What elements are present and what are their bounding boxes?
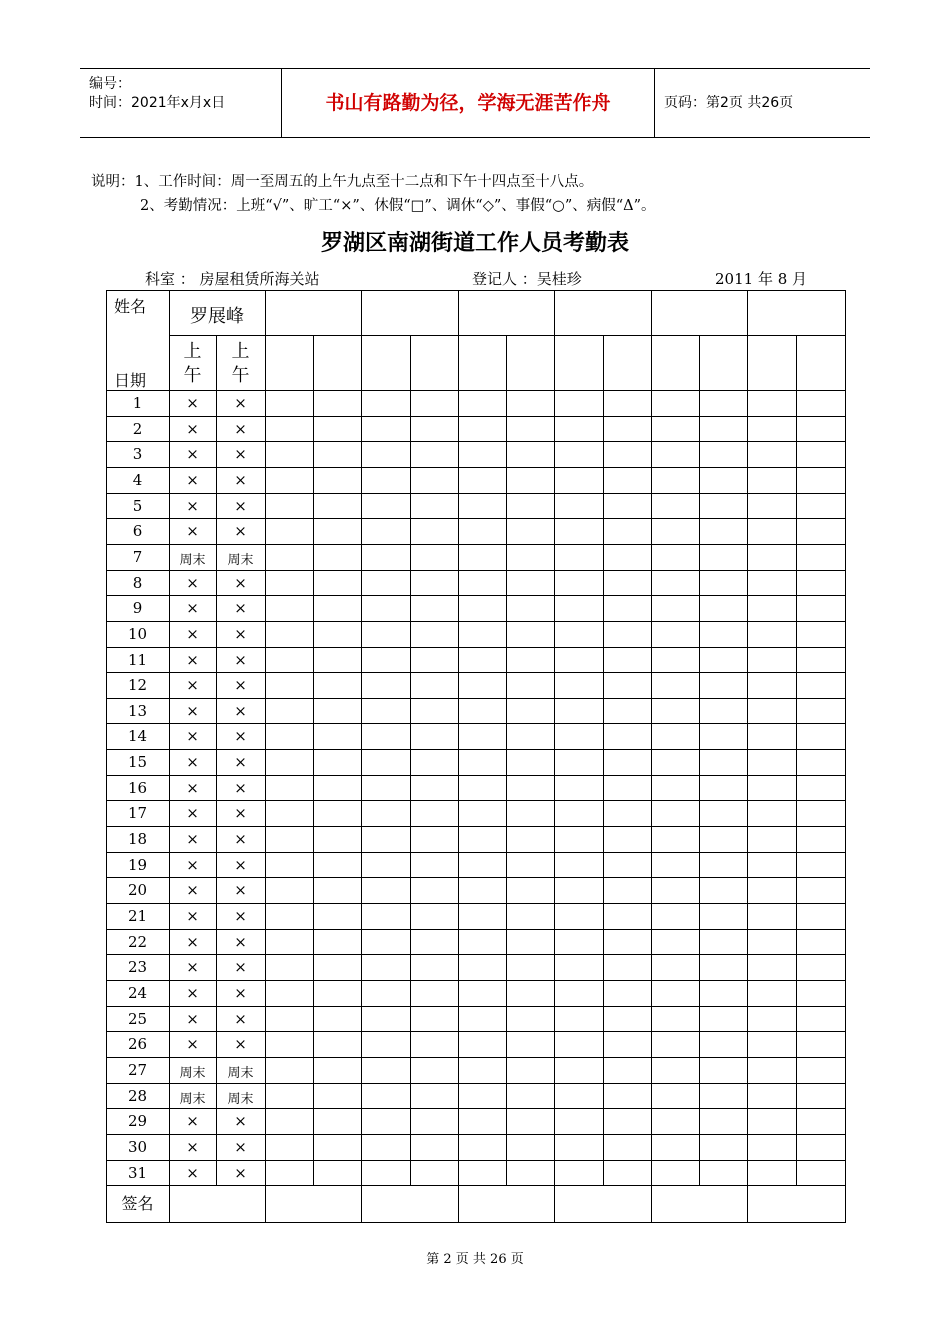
row-day: 14	[127, 727, 148, 746]
grid-line	[106, 929, 846, 930]
row-mark-b: ×	[234, 573, 247, 592]
row-mark-a: ×	[186, 958, 199, 977]
row-day: 18	[127, 830, 148, 849]
row-day: 10	[127, 624, 148, 643]
row-mark-a: 周末	[179, 1065, 206, 1081]
row-mark-b: ×	[234, 394, 247, 412]
row-day: 23	[127, 958, 148, 977]
note-line-2: 2、考勤情况：上班“√”、旷工“×”、休假“□”、调休“◇”、事假“○”、病假“Δ”。	[140, 198, 656, 214]
row-day: 21	[127, 907, 148, 925]
row-mark-a: ×	[186, 881, 199, 900]
row-mark-b: ×	[234, 419, 247, 438]
page-footer: 第 2 页 共 26 页	[426, 1252, 524, 1267]
row-mark-b: ×	[234, 907, 247, 925]
row-mark-a: ×	[186, 932, 199, 951]
row-day: 24	[127, 983, 148, 1002]
grid-line	[106, 1057, 846, 1058]
row-mark-a: ×	[186, 1112, 199, 1131]
page-title: 罗湖区南湖街道工作人员考勤表	[320, 231, 629, 256]
grid-line	[796, 335, 797, 1186]
row-day: 2	[132, 419, 143, 438]
grid-line	[106, 672, 846, 673]
row-mark-b: ×	[234, 958, 247, 977]
row-day: 29	[127, 1112, 148, 1131]
row-mark-b: ×	[234, 881, 247, 900]
row-day: 27	[127, 1060, 148, 1079]
grid-line	[106, 621, 846, 622]
row-mark-b: ×	[234, 804, 247, 823]
date-info: 2011 年 8 月	[715, 270, 808, 288]
grid-line	[106, 595, 846, 596]
row-mark-a: ×	[186, 522, 199, 541]
grid-line	[169, 335, 846, 336]
header-box	[80, 68, 870, 138]
grid-line	[106, 954, 846, 955]
row-day: 9	[132, 599, 143, 618]
time-label: 时间：2021年x月x日	[89, 95, 226, 111]
grid-line	[106, 416, 846, 417]
row-mark-a: ×	[186, 753, 199, 772]
row-mark-a: 周末	[179, 552, 206, 568]
row-mark-a: ×	[186, 983, 199, 1002]
grid-line	[106, 647, 846, 648]
row-mark-b: ×	[234, 778, 247, 797]
grid-line	[106, 1185, 846, 1186]
row-mark-b: ×	[234, 701, 247, 720]
row-mark-a: ×	[186, 599, 199, 618]
grid-line	[106, 903, 846, 904]
row-mark-a: ×	[186, 804, 199, 823]
row-mark-b: ×	[234, 599, 247, 618]
grid-line	[106, 441, 846, 442]
row-mark-a: ×	[186, 496, 199, 515]
row-mark-a: 周末	[179, 1091, 206, 1107]
row-day: 6	[132, 522, 143, 541]
header-meta	[80, 69, 282, 137]
row-mark-a: ×	[186, 778, 199, 797]
row-mark-b: ×	[234, 753, 247, 772]
morning-header-b: 上 午	[231, 341, 250, 386]
grid-line	[106, 800, 846, 801]
row-mark-b: ×	[234, 470, 247, 489]
row-day: 15	[127, 753, 148, 772]
row-mark-b: ×	[234, 830, 247, 849]
row-day: 4	[132, 470, 143, 489]
grid-line	[106, 1031, 846, 1032]
row-mark-a: ×	[186, 573, 199, 592]
date-header: 日期	[113, 371, 146, 390]
row-day: 12	[127, 676, 148, 695]
grid-line	[106, 570, 846, 571]
grid-line	[106, 1134, 846, 1135]
row-mark-a: ×	[186, 394, 199, 412]
grid-line	[106, 390, 846, 391]
row-day: 26	[127, 1035, 148, 1054]
dept-info: 科室 ： 房屋租赁所海关站	[145, 270, 320, 288]
grid-line	[106, 544, 846, 545]
row-mark-b: ×	[234, 650, 247, 669]
morning-header-a: 上 午	[183, 341, 202, 386]
row-day: 5	[132, 496, 143, 515]
grid-line	[106, 1006, 846, 1007]
name-header: 姓名	[113, 297, 146, 316]
grid-line	[603, 335, 604, 1186]
grid-line	[106, 1160, 846, 1161]
row-mark-a: ×	[186, 830, 199, 849]
row-day: 19	[127, 855, 148, 874]
grid-line	[106, 826, 846, 827]
row-mark-b: ×	[234, 932, 247, 951]
row-day: 17	[127, 804, 148, 823]
attendance-table	[106, 290, 845, 1222]
row-mark-a: ×	[186, 701, 199, 720]
grid-line	[106, 1083, 846, 1084]
row-day: 13	[127, 701, 148, 720]
grid-line	[106, 1222, 846, 1223]
row-mark-b: ×	[234, 983, 247, 1002]
row-mark-b: ×	[234, 1035, 247, 1054]
grid-line	[506, 335, 507, 1186]
row-day: 20	[127, 881, 148, 900]
row-mark-a: ×	[186, 727, 199, 746]
row-day: 28	[127, 1086, 148, 1105]
row-mark-b: ×	[234, 1112, 247, 1131]
row-day: 11	[127, 650, 148, 669]
grid-line	[313, 335, 314, 1186]
row-mark-a: ×	[186, 650, 199, 669]
row-mark-b: ×	[234, 1137, 247, 1156]
row-mark-b: ×	[234, 1009, 247, 1028]
row-mark-b: 周末	[227, 1065, 254, 1081]
grid-line	[410, 335, 411, 1186]
row-mark-b: ×	[234, 496, 247, 515]
person-name: 罗展峰	[190, 306, 244, 327]
row-mark-b: ×	[234, 727, 247, 746]
row-mark-b: 周末	[227, 1091, 254, 1107]
row-mark-b: ×	[234, 676, 247, 695]
grid-line	[106, 980, 846, 981]
row-mark-a: ×	[186, 419, 199, 438]
row-mark-a: ×	[186, 624, 199, 643]
page-info: 页码：第2页 共26页	[664, 95, 794, 111]
grid-line	[106, 698, 846, 699]
grid-line	[699, 335, 700, 1186]
grid-line	[106, 775, 846, 776]
grid-line	[106, 852, 846, 853]
grid-line	[106, 290, 846, 291]
grid-line	[106, 723, 846, 724]
row-mark-a: ×	[186, 907, 199, 925]
note-line-1: 说明：1、工作时间：周一至周五的上午九点至十二点和下午十四点至十八点。	[91, 174, 594, 190]
registrar-info: 登记人 ：吴桂珍	[472, 270, 582, 288]
row-mark-a: ×	[186, 470, 199, 489]
row-mark-b: ×	[234, 624, 247, 643]
row-mark-b: 周末	[227, 552, 254, 568]
grid-line	[106, 1108, 846, 1109]
row-mark-b: ×	[234, 522, 247, 541]
row-mark-a: ×	[186, 676, 199, 695]
row-mark-a: ×	[186, 1163, 199, 1182]
row-mark-b: ×	[234, 855, 247, 874]
grid-line	[106, 518, 846, 519]
row-mark-a: ×	[186, 1009, 199, 1028]
row-mark-b: ×	[234, 1163, 247, 1182]
grid-line	[106, 467, 846, 468]
row-mark-a: ×	[186, 445, 199, 464]
grid-line	[106, 493, 846, 494]
row-day: 22	[127, 932, 148, 951]
row-day: 3	[132, 445, 143, 464]
row-day: 8	[132, 573, 143, 592]
motto: 书山有路勤为径，学海无涯苦作舟	[282, 69, 655, 137]
row-mark-a: ×	[186, 1137, 199, 1156]
row-day: 1	[132, 394, 143, 412]
row-mark-a: ×	[186, 855, 199, 874]
number-label: 编号：	[89, 76, 131, 92]
row-day: 7	[132, 547, 143, 566]
grid-line	[106, 749, 846, 750]
row-day: 30	[127, 1137, 148, 1156]
row-mark-b: ×	[234, 445, 247, 464]
row-day: 25	[127, 1009, 148, 1028]
signature-label: 签名	[121, 1194, 154, 1214]
row-day: 31	[127, 1163, 148, 1182]
row-day: 16	[127, 778, 148, 797]
row-mark-a: ×	[186, 1035, 199, 1054]
grid-line	[106, 877, 846, 878]
